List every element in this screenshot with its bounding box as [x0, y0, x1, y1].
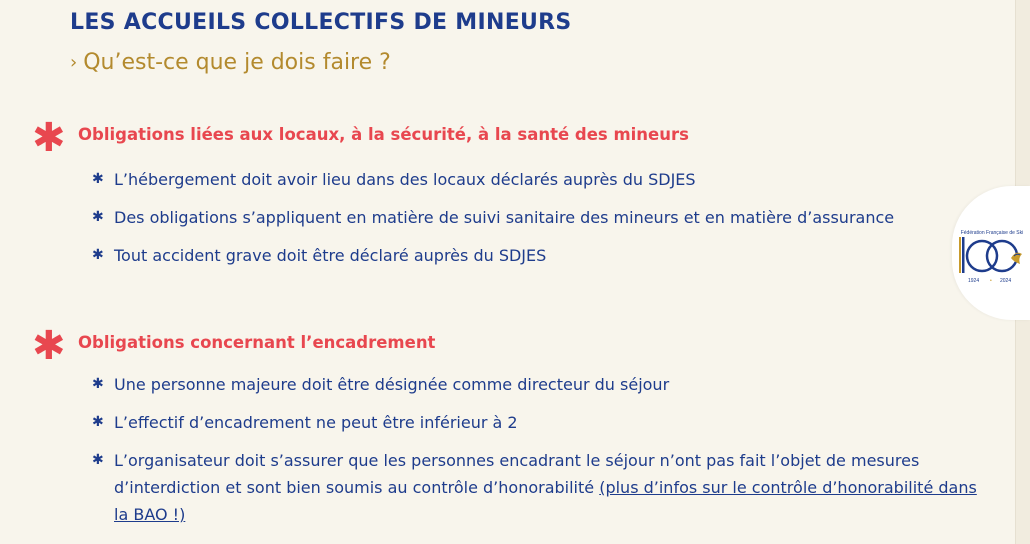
section-bullets-locaux	[92, 166, 982, 280]
list-item	[92, 204, 982, 231]
chevron-right-icon: ›	[70, 52, 78, 73]
list-item	[92, 242, 982, 269]
page-subtitle	[70, 50, 391, 75]
section-heading-locaux	[32, 114, 689, 161]
list-item	[92, 166, 982, 193]
list-item	[92, 371, 982, 398]
asterisk-icon: ✱	[32, 115, 66, 161]
section-heading-text: Obligations concernant l’encadrement	[78, 332, 436, 352]
small-asterisk-icon: ✱	[92, 414, 104, 430]
logo-year-start: 1924	[968, 278, 980, 284]
honorabilite-info-link[interactable]: (plus d’infos sur le contrôle d’honorabilité dans la BAO !)	[114, 478, 977, 524]
section-bullets-encadrement	[92, 371, 982, 539]
bullet-text: Tout accident grave doit être déclaré auprès du SDJES	[114, 246, 547, 265]
small-asterisk-icon: ✱	[92, 247, 104, 263]
small-asterisk-icon: ✱	[92, 171, 104, 187]
bullet-text: Des obligations s’appliquent en matière de suivi sanitaire des mineurs et en matière d’assurance	[114, 208, 895, 227]
page-title: LES ACCUEILS COLLECTIFS DE MINEURS	[70, 10, 572, 35]
list-item	[92, 447, 982, 528]
bullet-text: L’hébergement doit avoir lieu dans des locaux déclarés auprès du SDJES	[114, 170, 696, 189]
small-asterisk-icon: ✱	[92, 452, 104, 468]
list-item	[92, 409, 982, 436]
bullet-text: Une personne majeure doit être désignée comme directeur du séjour	[114, 375, 670, 394]
logo-caption: Fédération Française de Ski	[960, 230, 1024, 236]
bullet-text: L’effectif d’encadrement ne peut être inférieur à 2	[114, 413, 518, 432]
section-heading-encadrement	[32, 322, 436, 369]
small-asterisk-icon: ✱	[92, 209, 104, 225]
logo-year-end: 2024	[1000, 278, 1012, 284]
small-asterisk-icon: ✱	[92, 376, 104, 392]
section-heading-text: Obligations liées aux locaux, à la sécurité, à la santé des mineurs	[78, 124, 689, 144]
logo-year-separator: •	[990, 278, 992, 284]
subtitle-text: Qu’est-ce que je dois faire ?	[83, 50, 391, 75]
bullet-text: L’organisateur doit s’assurer que les personnes encadrant le séjour n’ont pas fait l’objet de mesures d’interdiction et sont bien soumis au contrôle d’honorabilité	[114, 451, 920, 497]
asterisk-icon: ✱	[32, 323, 66, 369]
